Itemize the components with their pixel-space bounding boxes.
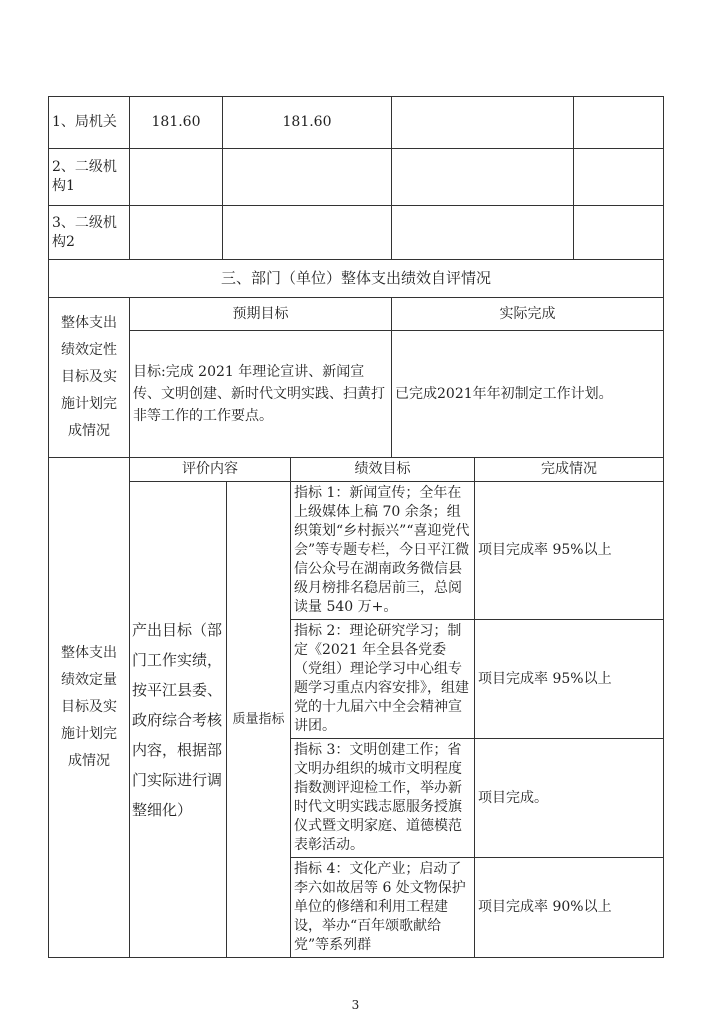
amount-cell xyxy=(223,206,392,260)
empty-cell xyxy=(574,149,664,206)
empty-cell xyxy=(392,97,574,149)
page-number: 3 xyxy=(351,998,360,1012)
quantitative-label: 整体支出绩效定量目标及实施计划完成情况 xyxy=(49,458,130,958)
qualitative-table xyxy=(48,259,664,458)
amount-cell xyxy=(223,149,392,206)
header-target: 绩效目标 xyxy=(291,458,475,482)
empty-cell xyxy=(574,206,664,260)
empty-cell xyxy=(392,149,574,206)
section-title: 三、部门（单位）整体支出绩效自评情况 xyxy=(49,260,664,298)
actual-header: 实际完成 xyxy=(392,298,664,331)
budget-table xyxy=(48,96,664,260)
row-label: 3、二级机构2 xyxy=(49,206,130,260)
indicator-status: 项目完成率 95%以上 xyxy=(475,620,664,739)
indicator-target: 指标 1：新闻宣传；全年在上级媒体上稿 70 余条；组织策划“乡村振兴”“喜迎党代会”等专题专栏，今日平江微信公众号在湖南政务微信县级月榜排名稳居前三，总阅读量 540 万+。 xyxy=(291,482,475,620)
empty-cell xyxy=(574,97,664,149)
qualitative-label: 整体支出绩效定性目标及实施计划完成情况 xyxy=(49,298,130,458)
output-goal: 产出目标（部门工作实绩，按平江县委、政府综合考核内容，根据部门实际进行调整细化） xyxy=(130,482,227,958)
empty-cell xyxy=(392,206,574,260)
quantitative-table xyxy=(48,457,664,958)
document-page xyxy=(48,97,663,1032)
amount-cell xyxy=(130,149,223,206)
amount-cell: 181.60 xyxy=(130,97,223,149)
expected-header: 预期目标 xyxy=(130,298,392,331)
indicator-target: 指标 2：理论研究学习；制定《2021 年全县各党委（党组）理论学习中心组专题学习重点内容安排》，组建党的十九届六中全会精神宣讲团。 xyxy=(291,620,475,739)
indicator-status: 项目完成。 xyxy=(475,739,664,858)
amount-cell xyxy=(130,206,223,260)
actual-result: 已完成2021年年初制定工作计划。 xyxy=(392,331,664,458)
indicator-status: 项目完成率 90%以上 xyxy=(475,858,664,958)
header-status: 完成情况 xyxy=(475,458,664,482)
header-content: 评价内容 xyxy=(130,458,291,482)
amount-cell: 181.60 xyxy=(223,97,392,149)
expected-goal: 目标:完成 2021 年理论宣讲、新闻宣传、文明创建、新时代文明实践、扫黄打非等工作的工作要点。 xyxy=(130,331,392,458)
row-label: 1、局机关 xyxy=(49,97,130,149)
indicator-target: 指标 3：文明创建工作；省文明办组织的城市文明程度指数测评迎检工作，举办新时代文明实践志愿服务授旗仪式暨文明家庭、道德模范表彰活动。 xyxy=(291,739,475,858)
indicator-target: 指标 4：文化产业；启动了李六如故居等 6 处文物保护单位的修缮和利用工程建设，举办“百年颂歌献给党”等系列群 xyxy=(291,858,475,958)
row-label: 2、二级机构1 xyxy=(49,149,130,206)
indicator-type: 质量指标 xyxy=(227,482,291,958)
indicator-status: 项目完成率 95%以上 xyxy=(475,482,664,620)
